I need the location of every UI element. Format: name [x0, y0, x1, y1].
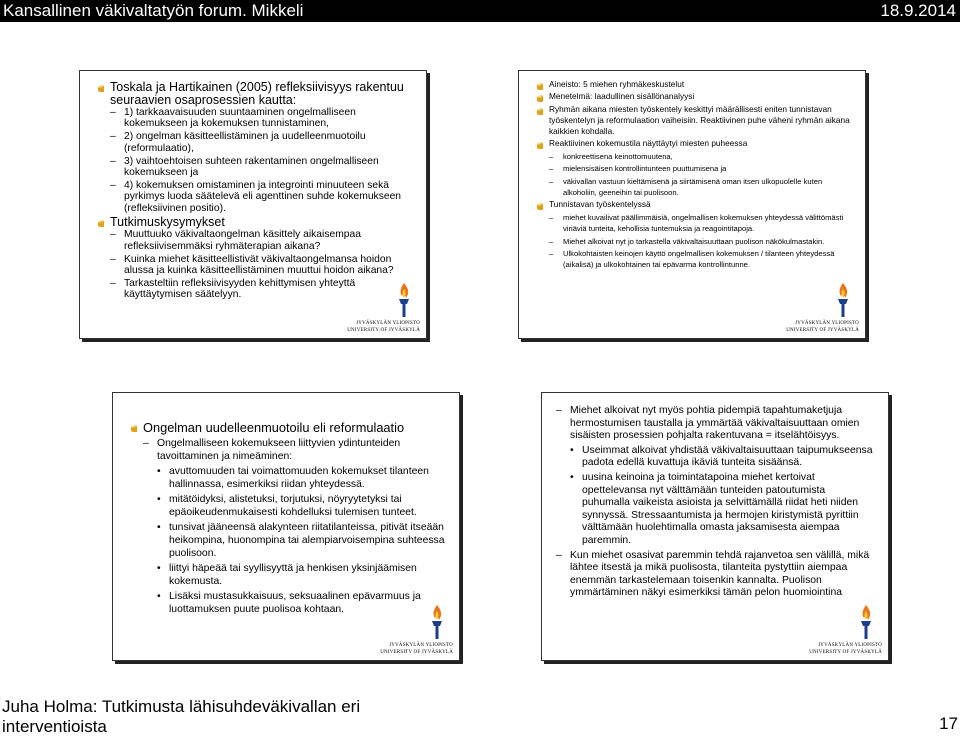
dash-icon: – [110, 278, 116, 290]
dash-icon: – [549, 164, 554, 174]
dot-text: liittyi häpeää tai syyllisyyttä ja henkisen yksinjäämisen kokemusta. [169, 563, 417, 587]
dash-icon: – [110, 107, 116, 118]
sub-item [549, 236, 853, 247]
bullet-text: Ongelman uudelleenmuotoilu eli reformulaatio [143, 420, 405, 435]
slide-3 [112, 392, 460, 661]
dash-icon: – [549, 248, 554, 258]
page-number: 17 [939, 714, 958, 733]
dot-icon: • [157, 591, 161, 602]
bullet-icon [537, 94, 543, 102]
slide-2-content [537, 79, 853, 272]
bullet-icon [537, 107, 543, 115]
slide-2 [518, 70, 866, 339]
sub-text: 4) kokemuksen omistaminen ja integrointi minuuteen sekä pyrkimys luoda säätelevä eli agenttinen suhde kokemukseen (refleksiivinen positio). [124, 180, 402, 214]
dot-text: Lisäksi mustasukkaisuus, seksuaalinen epävarmuus ja luottamuksen puute puolisoa kohtaan. [169, 591, 421, 615]
bullet-text: Ryhmän aikana miesten työskentely keskittyi määrällisesti eniten tunnistavan työskentelyn ja reformulaation vaiheisiin. Reaktiivinen puhe väheni ryhmän aikana kaikkien kohdalla. [549, 103, 850, 137]
bullet-icon [537, 141, 543, 149]
bullet-icon [131, 424, 137, 432]
sub-text: väkivallan vastuun kieltämisenä ja siirtämisenä oman itsen ulkopuolelle kuten alkoholiin, geeneihin tai puolisoon. [563, 176, 823, 197]
torch-icon [835, 282, 851, 318]
header-title: Kansallinen väkivaltatyön forum. Mikkeli [3, 1, 304, 20]
sub-text: Tarkasteltiin refleksiivisyyden kehittymisen yhteyttä käyttäytymisen säätelyyn. [124, 278, 356, 301]
dash-icon: – [143, 438, 149, 449]
dot-icon: • [570, 444, 574, 456]
dot-item [157, 465, 447, 491]
dash-icon: – [110, 180, 116, 192]
page-header [0, 0, 960, 22]
sub-item [549, 163, 853, 174]
sub-item [110, 107, 414, 129]
sub-text: miehet kuvailivat päällimmäisiä, ongelmallisen kokemuksen yhteydessä välittömästi viriäviä tunteita, kehollisia tuntemuksia ja reagointitapoja. [563, 212, 844, 234]
sub-text: Ulkokohtaisten keinojen käyttö ongelmallisen kokemuksen / tilanteen yhteydessä (aikalisä) ja ulkokohtainen tai epävarma kontrollintunne. [563, 248, 835, 270]
sub-item [110, 254, 414, 276]
sub-text: Kuinka miehet käsitteellistivät väkivaltaongelmansa hoidon alussa ja kuinka käsitteellistäminen muuttui hoidon aikana? [124, 253, 394, 276]
dot-text: Useimmat alkoivat yhdistää väkivaltaisuuttaan taipumukseensa padota edellä kuvattuja ikäviä tunteita sisäänsä. [582, 444, 873, 469]
sub-text: Miehet alkoivat nyt myös pohtia pidempiä tapahtumaketjuja hermostumisen taustalla ja ymmärtää väkivaltaisuuttaan omien sisäisten prosessien pohjalta rakentuvana = itselähtöisyys. [570, 405, 860, 442]
torch-icon [429, 604, 445, 640]
logo-text-en: UNIVERSITY OF JYVÄSKYLÄ [347, 328, 420, 333]
bullet-icon [537, 82, 543, 90]
dash-icon: – [110, 131, 116, 143]
logo-text-fi: JYVÄSKYLÄN YLIOPISTO [818, 643, 882, 648]
bullet-text: Toskala ja Hartikainen (2005) refleksiivisyys rakentuu seuraavien osaprosessien kautta: [110, 80, 404, 107]
dot-item [570, 472, 876, 548]
bullet-text: Menetelmä: laadullinen sisällönanalyysi [549, 91, 695, 102]
dot-icon: • [157, 494, 161, 505]
bullet-item [537, 91, 853, 102]
dot-icon: • [157, 563, 161, 574]
sub-item [110, 156, 414, 178]
sub-text: Muuttuuko väkivaltaongelman käsittely aikaisempaa refleksiivisemmäksi ryhmäterapian aikana? [124, 229, 361, 252]
logo-text-fi: JYVÄSKYLÄN YLIOPISTO [389, 643, 453, 648]
sub-item [556, 550, 876, 600]
dash-icon: – [110, 253, 116, 265]
bullet-item [98, 216, 414, 229]
bullet-text: Aineisto: 5 miehen ryhmäkeskustelut [549, 79, 685, 89]
dash-icon: – [549, 176, 554, 186]
bullet-item [537, 79, 853, 90]
bullet-icon [98, 84, 104, 92]
dot-icon: • [157, 522, 161, 533]
sub-text: Kun miehet osasivat paremmin tehdä rajanvetoa sen välillä, mikä lähtee itsestä ja mikä puolisosta, tilanteita pystyttiin aiempaa enemmän tarkastelemaan toisenkin kannalta. Puolison ymmärtäminen näkyi esimerkiksi tämän pelon huomiointina [570, 549, 870, 599]
dot-text: tunsivat jääneensä alakynteen riitatilanteissa, pitivät itseään heikompina, huonompina tai alempiarvoisempina suhteessa puolisoon. [169, 522, 445, 559]
dash-icon: – [549, 236, 554, 246]
sub-item [143, 437, 447, 463]
dot-item [157, 493, 447, 519]
sub-text: Ongelmalliseen kokemukseen liittyvien ydintunteiden tavoittaminen ja nimeäminen: [157, 438, 401, 462]
torch-icon [396, 282, 412, 318]
bullet-item [537, 104, 853, 138]
slide-1 [79, 70, 427, 339]
sub-text: 3) vaihtoehtoisen suhteen rakentaminen ongelmalliseen kokemukseen ja [124, 155, 379, 179]
sub-item [549, 212, 853, 235]
dash-icon: – [549, 212, 554, 222]
slide-3-content [131, 421, 447, 618]
sub-text: konkreettisena keinottomuutena, [563, 151, 673, 161]
bullet-text: Reaktiivinen kokemustila näyttäytyi miesten puheessa [549, 138, 748, 149]
sub-item [110, 229, 414, 251]
logo-text-en: UNIVERSITY OF JYVÄSKYLÄ [786, 328, 859, 333]
university-logo [373, 604, 453, 656]
dot-icon: • [157, 466, 161, 477]
university-logo [779, 282, 859, 334]
bullet-icon [98, 219, 104, 227]
sub-item [549, 176, 853, 199]
dash-icon: – [556, 549, 562, 561]
bullet-text: Tutkimuskysymykset [110, 214, 225, 229]
dash-icon: – [110, 229, 116, 241]
slide-1-content [98, 81, 414, 303]
sub-item [549, 151, 853, 162]
bullet-item [98, 81, 414, 106]
dot-text: avuttomuuden tai voimattomuuden kokemukset tilanteen hallinnassa, esimerkiksi riidan yhteydessä. [169, 466, 429, 490]
sub-text: 1) tarkkaavaisuuden suuntaaminen ongelmalliseen kokemukseen ja kokemuksen tunnistaminen, [124, 107, 356, 130]
dot-item [570, 445, 876, 470]
footer-text: Juha Holma: Tutkimusta lähisuhdeväkivallan eri interventioista [2, 697, 361, 736]
logo-text-en: UNIVERSITY OF JYVÄSKYLÄ [809, 650, 882, 655]
sub-item [110, 180, 414, 214]
university-logo [340, 282, 420, 334]
slide-4 [541, 392, 889, 661]
bullet-item [131, 421, 447, 435]
sub-text: mielensisäisen kontrollintunteen puuttumisena ja [563, 164, 727, 174]
sub-item [556, 405, 876, 443]
bullet-icon [537, 202, 543, 210]
logo-text-fi: JYVÄSKYLÄN YLIOPISTO [795, 321, 859, 326]
logo-text-fi: JYVÄSKYLÄN YLIOPISTO [356, 321, 420, 326]
dot-item [157, 562, 447, 588]
torch-icon [858, 604, 874, 640]
sub-item [110, 131, 414, 153]
bullet-item [537, 199, 853, 210]
dash-icon: – [549, 151, 554, 161]
dash-icon: – [110, 155, 116, 167]
logo-text-en: UNIVERSITY OF JYVÄSKYLÄ [380, 650, 453, 655]
header-date: 18.9.2014 [880, 1, 956, 20]
sub-text: Miehet alkoivat nyt jo tarkastella väkivaltaisuuttaan puolison näkökulmastakin. [563, 236, 825, 246]
bullet-text: Tunnistavan työskentelyssä [549, 199, 651, 210]
dot-text: uusina keinoina ja toimintatapoina miehet kertoivat opettelevansa nyt välttämään tunteiden patoutumista puhumalla vaikeista asioista ja selvittämällä riidat heti niiden synnyssä. Stressaantumista ja hermojen kiristymistä pyrittiin välttämään huolehtimalla omasta jaksamisesta aiempaa paremmin. [582, 471, 859, 546]
university-logo [802, 604, 882, 656]
slide-4-content [556, 405, 876, 602]
bullet-item [537, 138, 853, 149]
sub-text: 2) ongelman käsitteellistäminen ja uudelleenmuotoilu (reformulaatio), [124, 131, 366, 154]
dot-icon: • [570, 471, 574, 483]
dot-item [157, 521, 447, 560]
dash-icon: – [556, 405, 562, 416]
sub-item [549, 248, 853, 271]
dot-text: mitätöidyksi, alistetuksi, torjutuksi, nöyryytetyksi tai epäoikeudenmukaisesti kohdelluksi tulemisen tunteet. [169, 494, 417, 518]
